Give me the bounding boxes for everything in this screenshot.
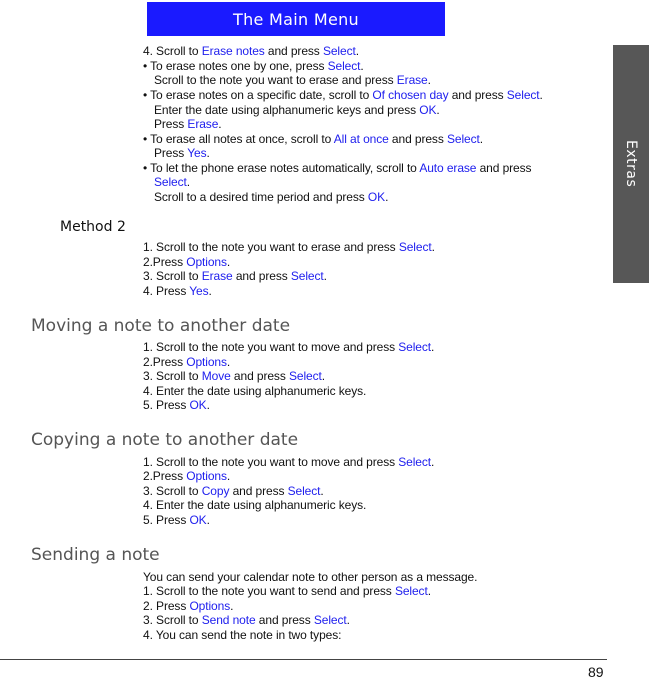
method1-step4: 4. Scroll to Erase notes and press Select. <box>143 44 359 58</box>
copying-step4: 4. Enter the date using alphanumeric keys. <box>143 498 367 512</box>
copying-step3: 3. Scroll to Copy and press Select. <box>143 484 324 498</box>
page-header-banner <box>147 2 445 36</box>
sending-step1: 1. Scroll to the note you want to send and press Select. <box>143 584 431 598</box>
moving-heading: Moving a note to another date <box>31 316 291 336</box>
moving-step1: 1. Scroll to the note you want to move and press Select. <box>143 340 435 354</box>
method1-bullet-one-by-one-detail: Scroll to the note you want to erase and press Erase. <box>154 73 431 87</box>
footer-divider <box>0 659 607 660</box>
section-side-tab <box>613 45 649 283</box>
copying-heading: Copying a note to another date <box>31 430 299 450</box>
moving-step5: 5. Press OK. <box>143 398 210 412</box>
sending-heading: Sending a note <box>31 545 160 565</box>
copying-step1: 1. Scroll to the note you want to move and press Select. <box>143 455 435 469</box>
moving-step2: 2.Press Options. <box>143 355 231 369</box>
method1-bullet-specific-date-erase: Press Erase. <box>154 117 222 131</box>
side-tab-label: Extras <box>623 140 639 188</box>
copying-step2: 2.Press Options. <box>143 469 231 483</box>
moving-step3: 3. Scroll to Move and press Select. <box>143 369 325 383</box>
method2-step2: 2.Press Options. <box>143 255 231 269</box>
moving-step4: 4. Enter the date using alphanumeric keys. <box>143 384 367 398</box>
method1-bullet-one-by-one: • To erase notes one by one, press Select. <box>143 59 364 73</box>
method1-bullet-auto-erase-select: Select. <box>154 175 190 189</box>
method2-heading: Method 2 <box>60 219 126 235</box>
sending-step4: 4. You can send the note in two types: <box>143 628 342 642</box>
sending-intro: You can send your calendar note to other person as a message. <box>143 570 478 584</box>
method2-step4: 4. Press Yes. <box>143 284 212 298</box>
header-title: The Main Menu <box>233 9 359 29</box>
copying-step5: 5. Press OK. <box>143 513 210 527</box>
method1-bullet-all-at-once-detail: Press Yes. <box>154 146 210 160</box>
sending-step2: 2. Press Options. <box>143 599 234 613</box>
method1-bullet-all-at-once: • To erase all notes at once, scroll to All at once and press Select. <box>143 132 483 146</box>
method2-step1: 1. Scroll to the note you want to erase and press Select. <box>143 240 435 254</box>
method1-bullet-auto-erase: • To let the phone erase notes automatically, scroll to Auto erase and press <box>143 161 532 175</box>
method2-step3: 3. Scroll to Erase and press Select. <box>143 269 327 283</box>
method1-bullet-auto-erase-detail: Scroll to a desired time period and press OK. <box>154 190 389 204</box>
method1-bullet-specific-date-detail: Enter the date using alphanumeric keys and press OK. <box>154 103 440 117</box>
page-number: 89 <box>588 664 604 680</box>
sending-step3: 3. Scroll to Send note and press Select. <box>143 613 350 627</box>
method1-bullet-specific-date: • To erase notes on a specific date, scroll to Of chosen day and press Select. <box>143 88 543 102</box>
